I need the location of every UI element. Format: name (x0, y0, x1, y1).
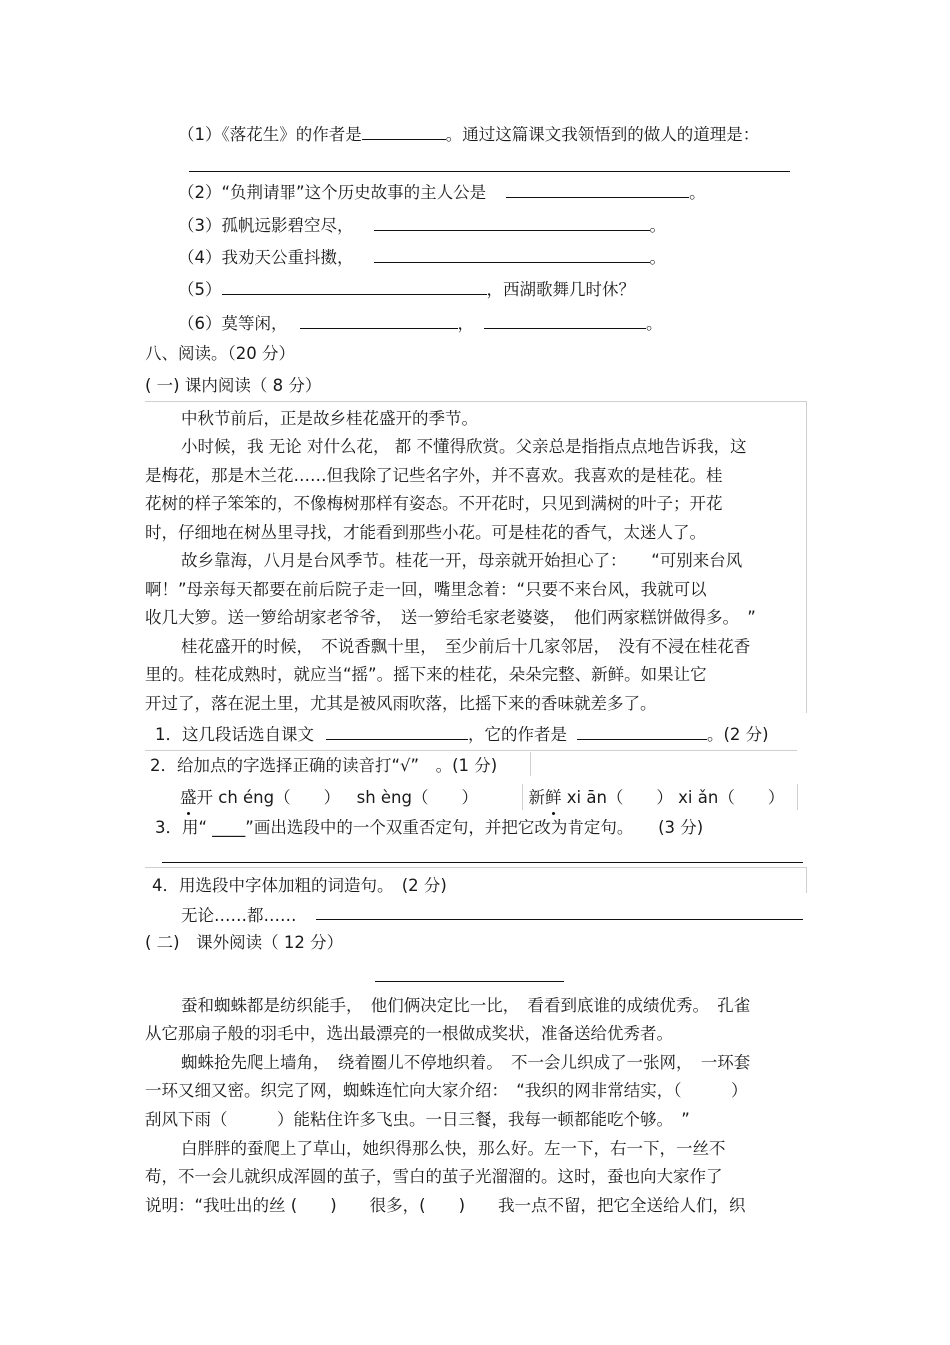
passage-frame-top (145, 401, 807, 402)
passage-line: 刮风下雨（ ）能粘住许多飞虫。一日三餐，我每一顿都能吃个够。 ” (145, 1110, 690, 1129)
passage-line: 啊！”母亲每天都要在前后院子走一回，嘴里念着：“只要不来台风，我就可以 (145, 580, 707, 599)
part1-title: ( 一) 课内阅读（ 8 分） (145, 376, 322, 395)
reading-q2: 2．给加点的字选择正确的读音打“√” 。(1 分) (150, 756, 498, 775)
passage-line: 蜘蛛抢先爬上墙角， 绕着圈儿不停地织着。 不一会儿织成了一张网， 一环套 (181, 1053, 751, 1072)
option-sheng[interactable]: sh èng（ ） (356, 788, 478, 807)
fill-q2: （2）“负荆请罪”这个历史故事的主人公是 。 (178, 183, 706, 202)
reading-q1: 1．这几段话选自课文 ，它的作者是 。(2 分) (155, 725, 769, 744)
passage-line: 小时候，我 无论 对什么花， 都 不懂得欣赏。父亲总是指指点点地告诉我，这 (181, 437, 747, 456)
pinyin-options: 盛开 ch éng（ ） sh èng（ ） 新鲜 xi ān（ ） xi ǎn（ ） (180, 788, 785, 807)
fill-q4: （4）我劝天公重抖擞， 。 (178, 248, 666, 267)
answer-line-q1[interactable] (189, 171, 790, 172)
scan-line (145, 750, 797, 751)
section-title: 八、阅读。（20 分） (145, 344, 295, 363)
option-xian3[interactable]: xi ǎn（ ） (678, 788, 785, 807)
blank-author[interactable] (362, 123, 446, 140)
passage-line: 白胖胖的蚕爬上了草山，她织得那么快，那么好。左一下，右一下，一丝不 (181, 1139, 726, 1158)
blank-poem-6a[interactable] (300, 312, 458, 329)
fill-q6: （6）莫等闲， ， 。 (178, 314, 663, 333)
dotted-char-xian: 鲜 (545, 788, 562, 807)
passage-line: 里的。桂花成熟时，就应当“摇”。摇下来的桂花，朵朵完整、新鲜。如果让它 (145, 665, 707, 684)
dotted-char-sheng: 盛 (180, 788, 197, 807)
blank-lesson-author[interactable] (577, 723, 707, 740)
passage-frame-right (806, 401, 807, 713)
passage-line: 桂花盛开的时候， 不说香飘十里， 至少前后十几家邻居， 没有不浸在桂花香 (181, 637, 751, 656)
blank-poem-6b[interactable] (484, 312, 646, 329)
blank-protagonist[interactable] (506, 181, 689, 198)
option-xian1[interactable]: xi ān（ ） (566, 788, 673, 807)
reading-q3: 3．用“ ____”画出选段中的一个双重否定句，并把它改为肯定句。 (3 分) (155, 818, 704, 837)
part2-title: ( 二) 课外阅读（ 12 分） (145, 933, 344, 952)
passage-line: 开过了，落在泥土里，尤其是被风雨吹落，比摇下来的香味就差多了。 (145, 694, 657, 713)
scan-line (797, 784, 798, 810)
option-cheng[interactable]: ch éng（ ） (218, 788, 341, 807)
scan-line (806, 867, 807, 893)
passage-line: 故乡靠海，八月是台风季节。桂花一开，母亲就开始担心了： “可别来台风 (181, 551, 743, 570)
passage-line: 蚕和蜘蛛都是纺织能手， 他们俩决定比一比， 看看到底谁的成绩优秀。 孔雀 (181, 996, 751, 1015)
fill-q5: （5） ，西湖歌舞几时休？ (178, 280, 635, 299)
passage-line: 是梅花，那是木兰花……但我除了记些名字外，并不喜欢。我喜欢的是桂花。桂 (145, 466, 723, 485)
fill-q1: （1）《落花生》的作者是 。通过这篇课文我领悟到的做人的道理是： (178, 125, 760, 144)
passage-line: 花树的样子笨笨的，不像梅树那样有姿态。不开花时，只见到满树的叶子；开花 (145, 494, 723, 513)
passage-line: 时，仔细地在树丛里寻找，才能看到那些小花。可是桂花的香气，太迷人了。 (145, 523, 706, 542)
scan-line (530, 752, 531, 776)
passage-line: 中秋节前后，正是故乡桂花盛开的季节。 (181, 409, 478, 428)
fill-q3: （3）孤帆远影碧空尽， 。 (178, 216, 666, 235)
reading-q4: 4．用选段中字体加粗的词造句。 (2 分) (152, 876, 447, 895)
passage-line: 从它那扇子般的羽毛中，选出最漂亮的一根做成奖状，准备送给优秀者。 (145, 1024, 673, 1043)
scan-line (145, 867, 807, 868)
blank-poem-3[interactable] (374, 214, 650, 231)
blank-lesson-title[interactable] (326, 723, 468, 740)
passage-line: 说明：“我吐出的丝 ( ) 很多，( ) 我一点不留，把它全送给人们，织 (145, 1196, 746, 1215)
passage-line: 收几大箩。送一箩给胡家老爷爷， 送一箩给毛家老婆婆， 他们两家糕饼做得多。 ” (145, 608, 756, 627)
passage-title-blank[interactable] (375, 981, 564, 982)
sentence-prompt: 无论……都…… (181, 906, 297, 925)
passage-line: 苟，不一会儿就织成浑圆的茧子，雪白的茧子光溜溜的。这时，蚕也向大家作了 (145, 1167, 723, 1186)
scan-line (522, 784, 523, 810)
blank-poem-4[interactable] (374, 246, 650, 263)
answer-line-q3[interactable] (162, 862, 803, 863)
answer-line-q4[interactable] (316, 919, 803, 920)
passage-line: 一环又细又密。织完了网，蜘蛛连忙向大家介绍： “我织的网非常结实，（ ） (145, 1081, 748, 1100)
blank-poem-5[interactable] (222, 278, 487, 295)
